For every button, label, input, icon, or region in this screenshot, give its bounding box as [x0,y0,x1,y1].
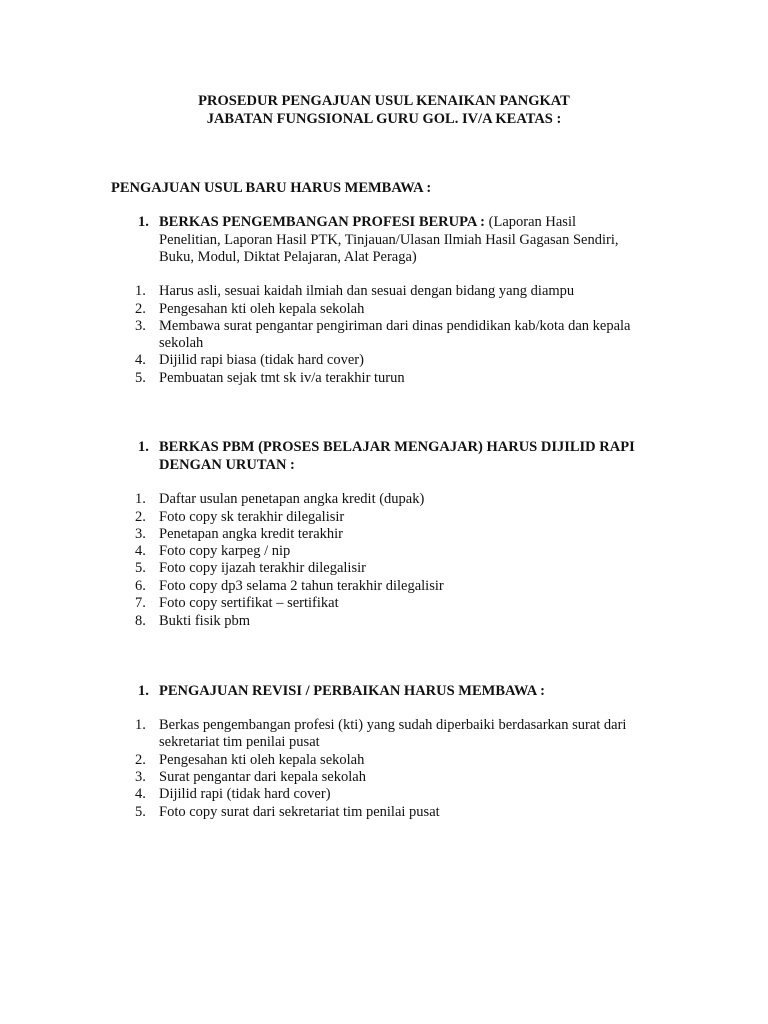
section2-item-text: Penetapan angka kredit terakhir [159,526,343,542]
section2-item-number: 6. [135,578,146,594]
section1-heading-line2: Penelitian, Laporan Hasil PTK, Tinjauan/Ulasan Ilmiah Hasil Gagasan Sendiri, [159,232,619,248]
section1-item-text: Harus asli, sesuai kaidah ilmiah dan sesuai dengan bidang yang diampu [159,283,575,299]
section1-item-number: 4. [135,352,146,368]
section3-item-number: 2. [135,752,146,768]
section3-item-number: 5. [135,804,146,820]
section1-item-text: Dijilid rapi biasa (tidak hard cover) [159,352,364,368]
document-title-line2: JABATAN FUNGSIONAL GURU GOL. IV/A KEATAS : [206,111,562,127]
section1-item-number: 5. [135,370,146,386]
section3-item-number: 3. [135,769,146,785]
section1-number: 1. [138,214,149,230]
section2-item-text: Foto copy ijazah terakhir dilegalisir [159,560,366,576]
section3-heading: PENGAJUAN REVISI / PERBAIKAN HARUS MEMBAWA : [159,683,545,699]
section2-item-number: 4. [135,543,146,559]
section3-item-text: Dijilid rapi (tidak hard cover) [159,786,331,802]
section3-item-number: 4. [135,786,146,802]
section1-item-number: 2. [135,301,146,317]
section-main-heading: PENGAJUAN USUL BARU HARUS MEMBAWA : [111,180,432,196]
section2-item-text: Bukti fisik pbm [159,613,251,629]
section1-item-number: 3. [135,318,146,334]
section1-heading-rest: (Laporan Hasil [488,214,577,230]
section2-item-number: 3. [135,526,146,542]
section3-item-text-cont: sekretariat tim penilai pusat [159,734,320,750]
section3-item-text: Surat pengantar dari kepala sekolah [159,769,366,785]
section2-item-text: Daftar usulan penetapan angka kredit (dupak) [159,491,425,507]
section2-item-number: 2. [135,509,146,525]
section2-heading-line2: DENGAN URUTAN : [159,457,295,473]
section2-item-text: Foto copy sk terakhir dilegalisir [159,509,345,525]
section1-item-text: Pembuatan sejak tmt sk iv/a terakhir turun [159,370,405,386]
section2-item-text: Foto copy karpeg / nip [159,543,291,559]
section3-item-text: Foto copy surat dari sekretariat tim penilai pusat [159,804,440,820]
section2-item-number: 1. [135,491,146,507]
section3-number: 1. [138,683,149,699]
section2-item-number: 5. [135,560,146,576]
section2-item-text: Foto copy dp3 selama 2 tahun terakhir dilegalisir [159,578,444,594]
section1-item-text: Membawa surat pengantar pengiriman dari dinas pendidikan kab/kota dan kepala [159,318,631,334]
section2-item-number: 8. [135,613,146,629]
section2-number: 1. [138,439,149,455]
document-title-line1: PROSEDUR PENGAJUAN USUL KENAIKAN PANGKAT [198,93,570,109]
section2-heading-line1: BERKAS PBM (PROSES BELAJAR MENGAJAR) HARUS DIJILID RAPI [159,439,635,455]
section2-item-text: Foto copy sertifikat – sertifikat [159,595,339,611]
section1-item-text: Pengesahan kti oleh kepala sekolah [159,301,365,317]
section1-item-number: 1. [135,283,146,299]
section2-item-number: 7. [135,595,146,611]
section1-heading-bold: BERKAS PENGEMBANGAN PROFESI BERUPA : [159,214,486,230]
section1-heading-line1 [159,213,576,231]
section3-item-text: Pengesahan kti oleh kepala sekolah [159,752,365,768]
section1-heading-line3: Buku, Modul, Diktat Pelajaran, Alat Peraga) [159,249,417,265]
section1-item-text-cont: sekolah [159,335,204,351]
section3-item-text: Berkas pengembangan profesi (kti) yang sudah diperbaiki berdasarkan surat dari [159,717,627,733]
section3-item-number: 1. [135,717,146,733]
